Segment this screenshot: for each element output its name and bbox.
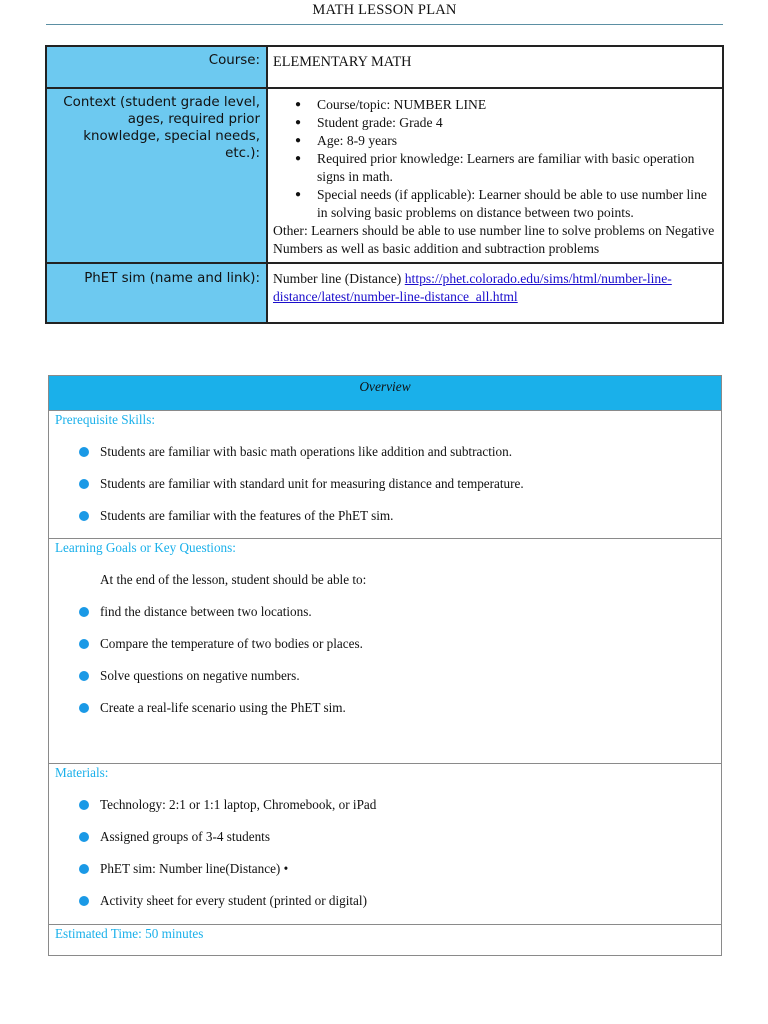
prerequisite-section [49,410,721,539]
context-value [267,88,723,263]
context-item-age: ● Age: 8-9 years [317,132,716,150]
bullet-icon [79,832,89,842]
bullet-icon [79,896,89,906]
list-item [100,444,512,460]
learning-goals-title: Learning Goals or Key Questions: [55,540,236,555]
material-item: Assigned groups of 3-4 students [100,829,270,844]
page-title: MATH LESSON PLAN [46,0,723,25]
phet-label: PhET sim (name and link): [46,263,267,323]
list-item [100,508,393,524]
list-item [100,829,270,845]
context-item-grade: ● Student grade: Grade 4 [317,114,716,132]
material-item: Technology: 2:1 or 1:1 laptop, Chromebook, or iPad [100,797,377,812]
list-item [100,700,346,716]
overview-header: Overview [49,376,721,411]
learning-goal-item: find the distance between two locations. [100,604,312,619]
prerequisite-item: Students are familiar with basic math operations like addition and subtraction. [100,444,513,459]
bullet-icon [79,800,89,810]
lesson-context-table [45,45,724,324]
phet-value [267,263,723,323]
list-item [100,668,300,684]
learning-goals-section [49,538,721,764]
material-item: PhET sim: Number line(Distance) • [100,861,289,876]
context-label: Context (student grade level, ages, required prior knowledge, special needs, etc.): [46,88,267,263]
phet-sim-link[interactable]: https://phet.colorado.edu/sims/html/number-line-distance/latest/number-line-distance_all.html [273,271,672,304]
bullet-icon [79,703,89,713]
bullet-icon [79,479,89,489]
bullet-icon [79,511,89,521]
bullet-icon [79,671,89,681]
context-item-special-needs: ● Special needs (if applicable): Learner should be able to use number line in solving basic problems on distance between two points. [317,186,716,222]
context-item-prior-knowledge: ● Required prior knowledge: Learners are familiar with basic operation signs in math. [317,150,716,186]
overview-table [48,375,722,956]
materials-title: Materials: [55,765,109,780]
learning-goal-item: Create a real-life scenario using the PhET sim. [100,700,346,715]
estimated-time: Estimated Time: 50 minutes [55,926,204,941]
prerequisite-item: Students are familiar with standard unit for measuring distance and temperature. [100,476,524,491]
context-item-topic: ● Course/topic: NUMBER LINE [317,96,716,114]
bullet-icon [79,607,89,617]
learning-goal-item: Solve questions on negative numbers. [100,668,300,683]
bullet-icon [79,447,89,457]
course-value: ELEMENTARY MATH [267,46,723,88]
materials-section [49,763,721,925]
prerequisite-item: Students are familiar with the features of the PhET sim. [100,508,394,523]
phet-sim-name: Number line (Distance) [273,271,402,286]
bullet-icon [79,639,89,649]
estimated-time-section [49,924,721,956]
context-other: Other: Learners should be able to use number line to solve problems on Negative Numbers as well as basic addition and subtraction problems [273,223,715,256]
list-item [100,636,363,652]
bullet-icon [79,864,89,874]
learning-goals-intro: At the end of the lesson, student should be able to: [100,572,367,587]
material-item: Activity sheet for every student (printed or digital) [100,893,367,908]
list-item [100,797,376,813]
list-item [100,476,524,492]
learning-goal-item: Compare the temperature of two bodies or places. [100,636,363,651]
list-item [100,604,312,620]
course-label: Course: [46,46,267,88]
context-list [273,96,716,222]
list-item [100,893,367,909]
prerequisite-title: Prerequisite Skills: [55,412,156,427]
list-item [100,861,288,877]
